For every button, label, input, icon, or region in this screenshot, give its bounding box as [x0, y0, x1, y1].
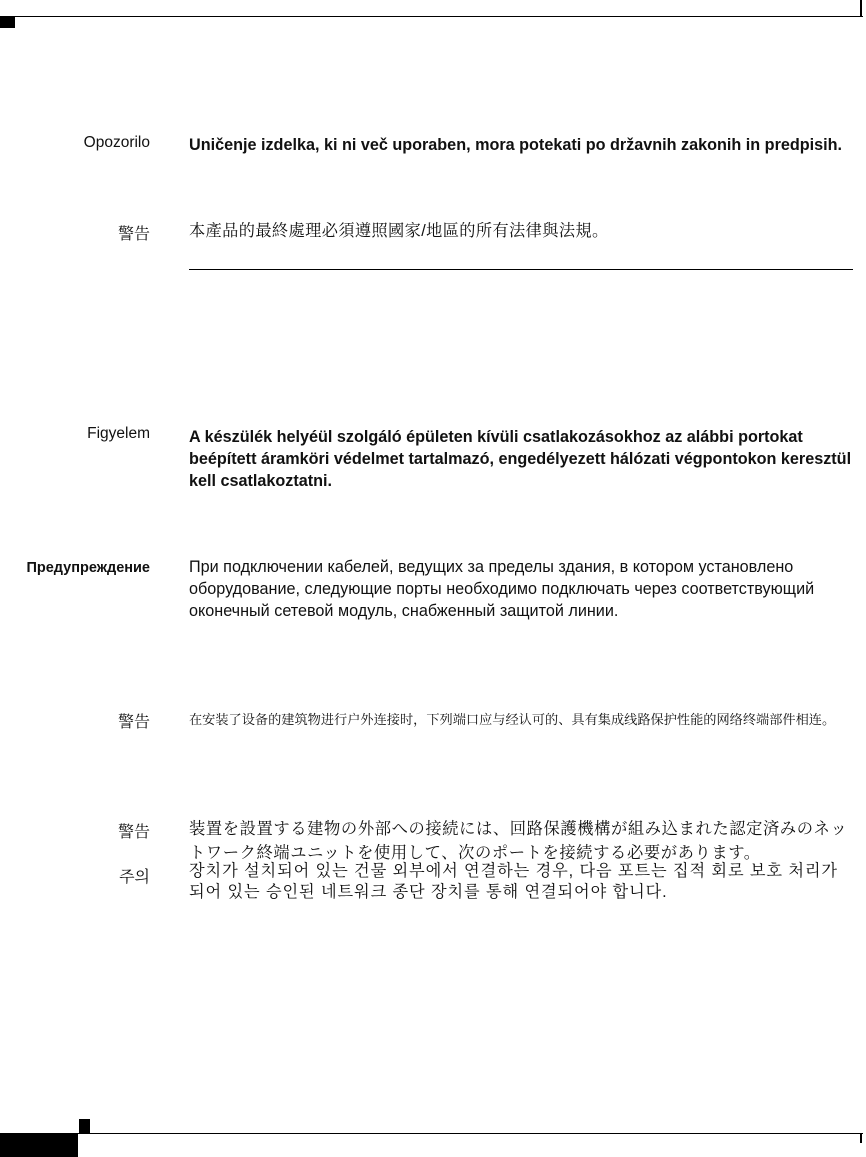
header-left-marker: [0, 17, 15, 28]
warning-label-slovenian: Opozorilo: [83, 134, 150, 151]
warning-text-traditional-chinese: 本產品的最終處理必須遵照國家/地區的所有法律與法規。: [189, 222, 609, 240]
section-divider: [189, 269, 853, 270]
warning-text-korean: 장치가 설치되어 있는 건물 외부에서 연결하는 경우, 다음 포트는 집적 회로 보호 처리가 되어 있는 승인된 네트워크 종단 장치를 통해 연결되어야 합니다.: [189, 862, 838, 901]
footer-marker: [79, 1119, 90, 1134]
warning-label-russian: Предупреждение: [26, 560, 150, 576]
warning-text-slovenian: Uničenje izdelka, ki ni več uporaben, mora potekati po državnih zakonih in predpisih.: [189, 136, 843, 154]
warning-label-simplified-chinese: 警告: [117, 714, 150, 731]
warning-text-simplified-chinese: 在安装了设备的建筑物进行户外连接时，下列端口应与经认可的、具有集成线路保护性能的网络终端部件相连。: [189, 712, 836, 727]
warning-text-japanese: 装置を設置する建物の外部への接続には、回路保護機構が組み込まれた認定済みのネットワーク終端ユニットを使用して、次のポートを接続する必要があります。: [189, 820, 848, 862]
footer-page-tab: [0, 1134, 78, 1157]
footer-rule: [0, 1133, 863, 1134]
header-rule: [0, 16, 863, 17]
warning-label-traditional-chinese: 警告: [117, 226, 150, 243]
warning-text-hungarian: A készülék helyéül szolgáló épületen kívüli csatlakozásokhoz az alábbi portokat beépített áramköri védelmet tartalmazó, engedélyezett hálózati végpontokon keresztül kell csatlakoztatni.: [189, 428, 852, 490]
header-right-tick: [860, 0, 862, 17]
warning-label-hungarian: Figyelem: [87, 425, 150, 442]
warning-label-japanese: 警告: [117, 824, 150, 841]
warning-label-korean: 주의: [119, 869, 150, 886]
footer-right-tick: [860, 1133, 862, 1143]
warning-text-russian: При подключении кабелей, ведущих за пределы здания, в котором установлено оборудование, следующие порты необходимо подключать через соответствующий оконечный сетевой модуль, снабженный защитой линии.: [189, 558, 815, 620]
